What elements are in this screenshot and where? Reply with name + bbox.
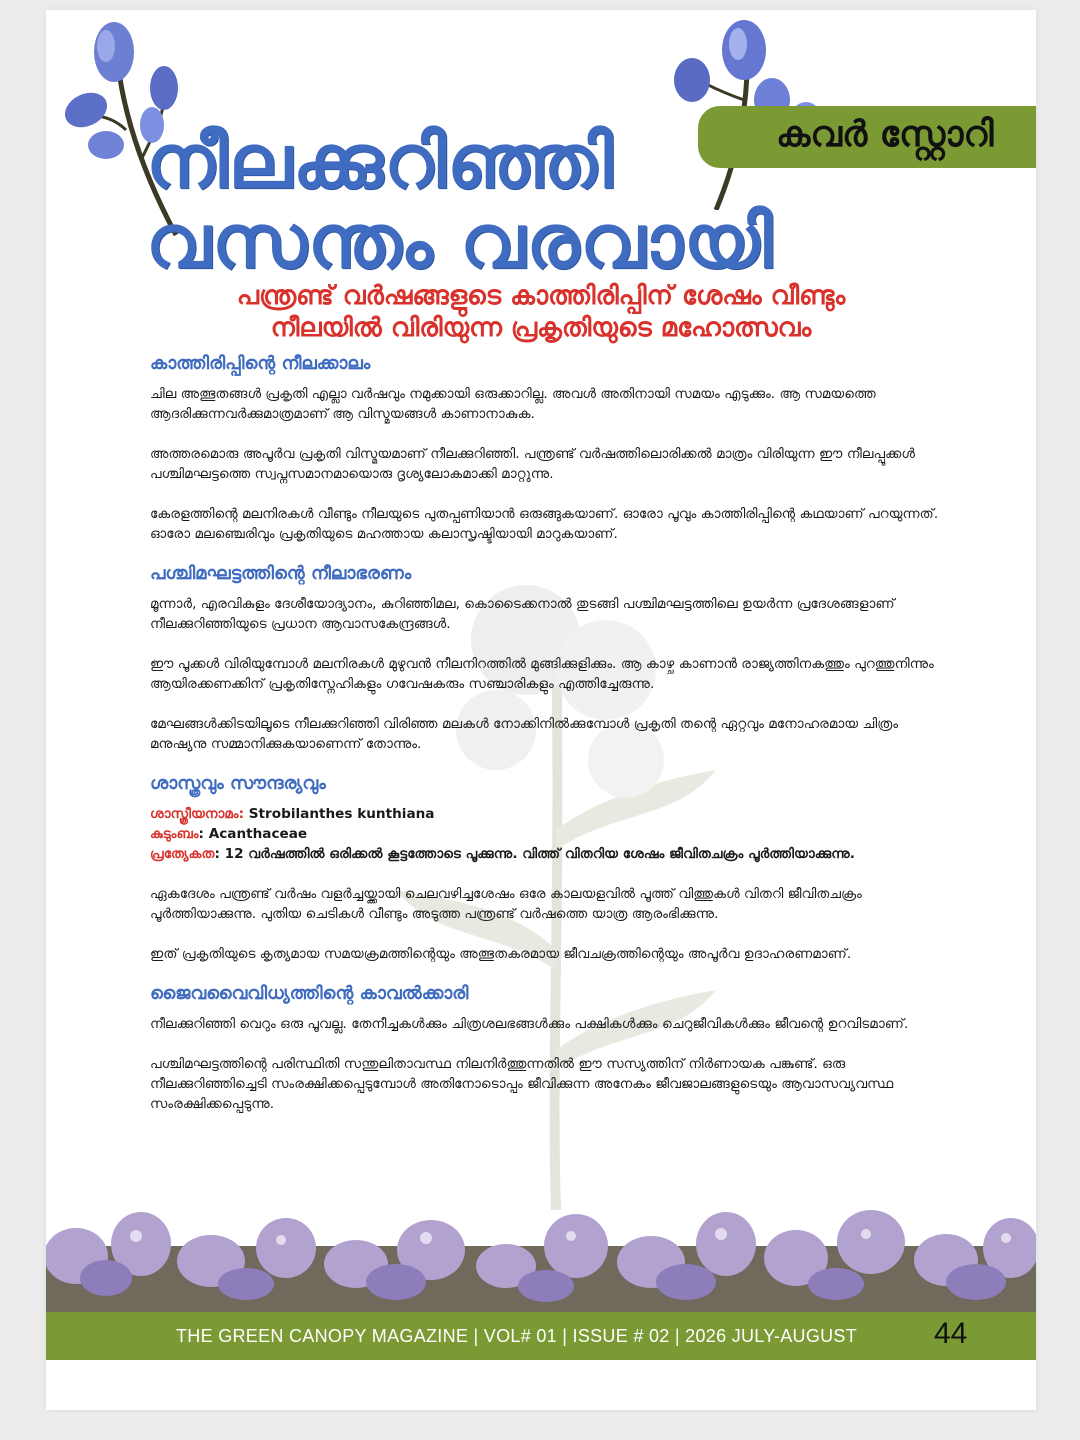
section-biodiversity bbox=[150, 984, 950, 1114]
subtitle-line-2: നീലയിൽ വിരിയുന്ന പ്രകൃതിയുടെ മഹോത്സവം bbox=[270, 313, 812, 343]
title-line-1: നീലക്കുറിഞ്ഞി bbox=[146, 119, 614, 205]
section-heading: കാത്തിരിപ്പിന്റെ നീലക്കാലം bbox=[150, 353, 371, 374]
section-waiting bbox=[150, 354, 950, 544]
section-heading: ജൈവവൈവിധ്യത്തിന്റെ കാവൽക്കാരി bbox=[150, 983, 469, 1004]
paragraph: ഈ പൂക്കൾ വിരിയുമ്പോൾ മലനിരകൾ മുഴുവൻ നീലനിറത്തിൽ മുങ്ങിക്കുളിക്കും. ആ കാഴ്ച കാണാൻ രാജ്യത്തിനകത്തും പുറത്തുനിന്നും ആയിരക്കണക്കിന് പ്രകൃതിസ്നേഹികളും ഗവേഷകരും സഞ്ചാരികളും എത്തിച്ചേരുന്നു. bbox=[150, 656, 934, 692]
paragraph: കേരളത്തിന്റെ മലനിരകൾ വീണ്ടും നീലയുടെ പുതപ്പണിയാൻ ഒരുങ്ങുകയാണ്. ഓരോ പൂവും കാത്തിരിപ്പിന്റെ കഥയാണ് പറയുന്നത്. ഓരോ മലഞ്ചെരിവും പ്രകൃതിയുടെ മഹത്തായ കലാസൃഷ്ടിയായി മാറുകയാണ്. bbox=[150, 506, 939, 542]
paragraph: അത്തരമൊരു അപൂർവ പ്രകൃതി വിസ്മയമാണ് നീലക്കുറിഞ്ഞി. പന്ത്രണ്ട് വർഷത്തിലൊരിക്കൽ മാത്രം വിരിയുന്ന ഈ നീലപ്പൂക്കൾ പശ്ചിമഘട്ടത്തെ സ്വപ്നസമാനമായൊരു ദൃശ്യലോകമാക്കി മാറ്റുന്നു. bbox=[150, 446, 915, 482]
footer-magazine-info: THE GREEN CANOPY MAGAZINE | VOL# 01 | ISSUE # 02 | 2026 JULY-AUGUST bbox=[176, 1326, 858, 1346]
paragraph: മൂന്നാർ, എരവികുളം ദേശീയോദ്യാനം, കുറിഞ്ഞിമല, കൊടൈക്കനാൽ തുടങ്ങി പശ്ചിമഘട്ടത്തിലെ ഉയർന്ന പ്രദേശങ്ങളാണ് നീലക്കുറിഞ്ഞിയുടെ പ്രധാന ആവാസകേന്ദ്രങ്ങൾ. bbox=[150, 596, 895, 632]
magazine-page bbox=[46, 10, 1036, 1410]
title-line-2: വസന്തം വരവായി bbox=[146, 199, 774, 285]
subtitle-line-1: പന്ത്രണ്ട് വർഷങ്ങളുടെ കാത്തിരിപ്പിന് ശേഷം വീണ്ടും bbox=[236, 281, 846, 311]
paragraph: പശ്ചിമഘട്ടത്തിന്റെ പരിസ്ഥിതി സന്തുലിതാവസ്ഥ നിലനിർത്തുന്നതിൽ ഈ സസ്യത്തിന് നിർണായക പങ്കുണ്ട്. ഒരു നീലക്കുറിഞ്ഞിച്ചെടി സംരക്ഷിക്കപ്പെടുമ്പോൾ അതിനോടൊപ്പം ജീവിക്കുന്ന അനേകം ജീവജാലങ്ങളുടെയും ആവാസവ്യവസ്ഥ സംരക്ഷിക്കപ്പെടുന്നു. bbox=[150, 1056, 894, 1112]
page-number: 44 bbox=[934, 1317, 968, 1350]
page-subtitle bbox=[146, 280, 936, 344]
paragraph: ഏകദേശം പന്ത്രണ്ട് വർഷം വളർച്ചയ്ക്കായി ചെലവഴിച്ചശേഷം ഒരേ കാലയളവിൽ പൂത്ത് വിത്തുകൾ വിതറി ജീവിതചക്രം പൂർത്തിയാക്കുന്നു. പുതിയ ചെടികൾ വീണ്ടും അടുത്ത പന്ത്രണ്ട് വർഷത്തെ യാത്ര ആരംഭിക്കുന്നു. bbox=[150, 886, 862, 922]
section-heading: പശ്ചിമഘട്ടത്തിന്റെ നീലാഭരണം bbox=[150, 563, 412, 584]
cover-story-label: കവർ സ്റ്റോറി bbox=[776, 114, 994, 155]
fact-family: കുടുംബം: Acanthaceae bbox=[150, 826, 308, 842]
page-title bbox=[146, 119, 866, 285]
fact-scientific-name: ശാസ്ത്രീയനാമം: Strobilanthes kunthiana bbox=[150, 806, 435, 822]
section-western-ghats bbox=[150, 564, 950, 754]
paragraph: ഇത് പ്രകൃതിയുടെ കൃത്യമായ സമയക്രമത്തിന്റെയും അത്ഭുതകരമായ ജീവചക്രത്തിന്റെയും അപൂർവ ഉദാഹരണമാണ്. bbox=[150, 946, 852, 962]
article-body bbox=[150, 354, 950, 1134]
paragraph: മേഘങ്ങൾക്കിടയിലൂടെ നീലക്കുറിഞ്ഞി വിരിഞ്ഞ മലകൾ നോക്കിനിൽക്കുമ്പോൾ പ്രകൃതി തന്റെ ഏറ്റവും മനോഹരമായ ചിത്രം മനുഷ്യനു സമ്മാനിക്കുകയാണെന്ന് തോന്നും. bbox=[150, 716, 899, 752]
section-science bbox=[150, 774, 950, 964]
fact-speciality: പ്രത്യേകത: 12 വർഷത്തിൽ ഒരിക്കൽ കൂട്ടത്തോടെ പൂക്കുന്നു. വിത്ത് വിതറിയ ശേഷം ജീവിതചക്രം പൂർത്തിയാക്കുന്നു. bbox=[150, 846, 855, 862]
paragraph: നീലക്കുറിഞ്ഞി വെറും ഒരു പൂവല്ല. തേനീച്ചകൾക്കും ചിത്രശലഭങ്ങൾക്കും പക്ഷികൾക്കും ചെറുജീവികൾക്കും ജീവന്റെ ഉറവിടമാണ്. bbox=[150, 1016, 909, 1032]
section-heading: ശാസ്ത്രവും സൗന്ദര്യവും bbox=[150, 773, 326, 794]
footer-bar bbox=[46, 1312, 1036, 1360]
paragraph: ചില അത്ഭുതങ്ങൾ പ്രകൃതി എല്ലാ വർഷവും നമുക്കായി ഒരുക്കാറില്ല. അവൾ അതിനായി സമയം എടുക്കും. ആ സമയത്തെ ആദരിക്കുന്നവർക്കുമാത്രമാണ് ആ വിസ്മയങ്ങൾ കാണാനാകുക. bbox=[150, 386, 876, 422]
flower-meadow-image bbox=[46, 1206, 1036, 1312]
